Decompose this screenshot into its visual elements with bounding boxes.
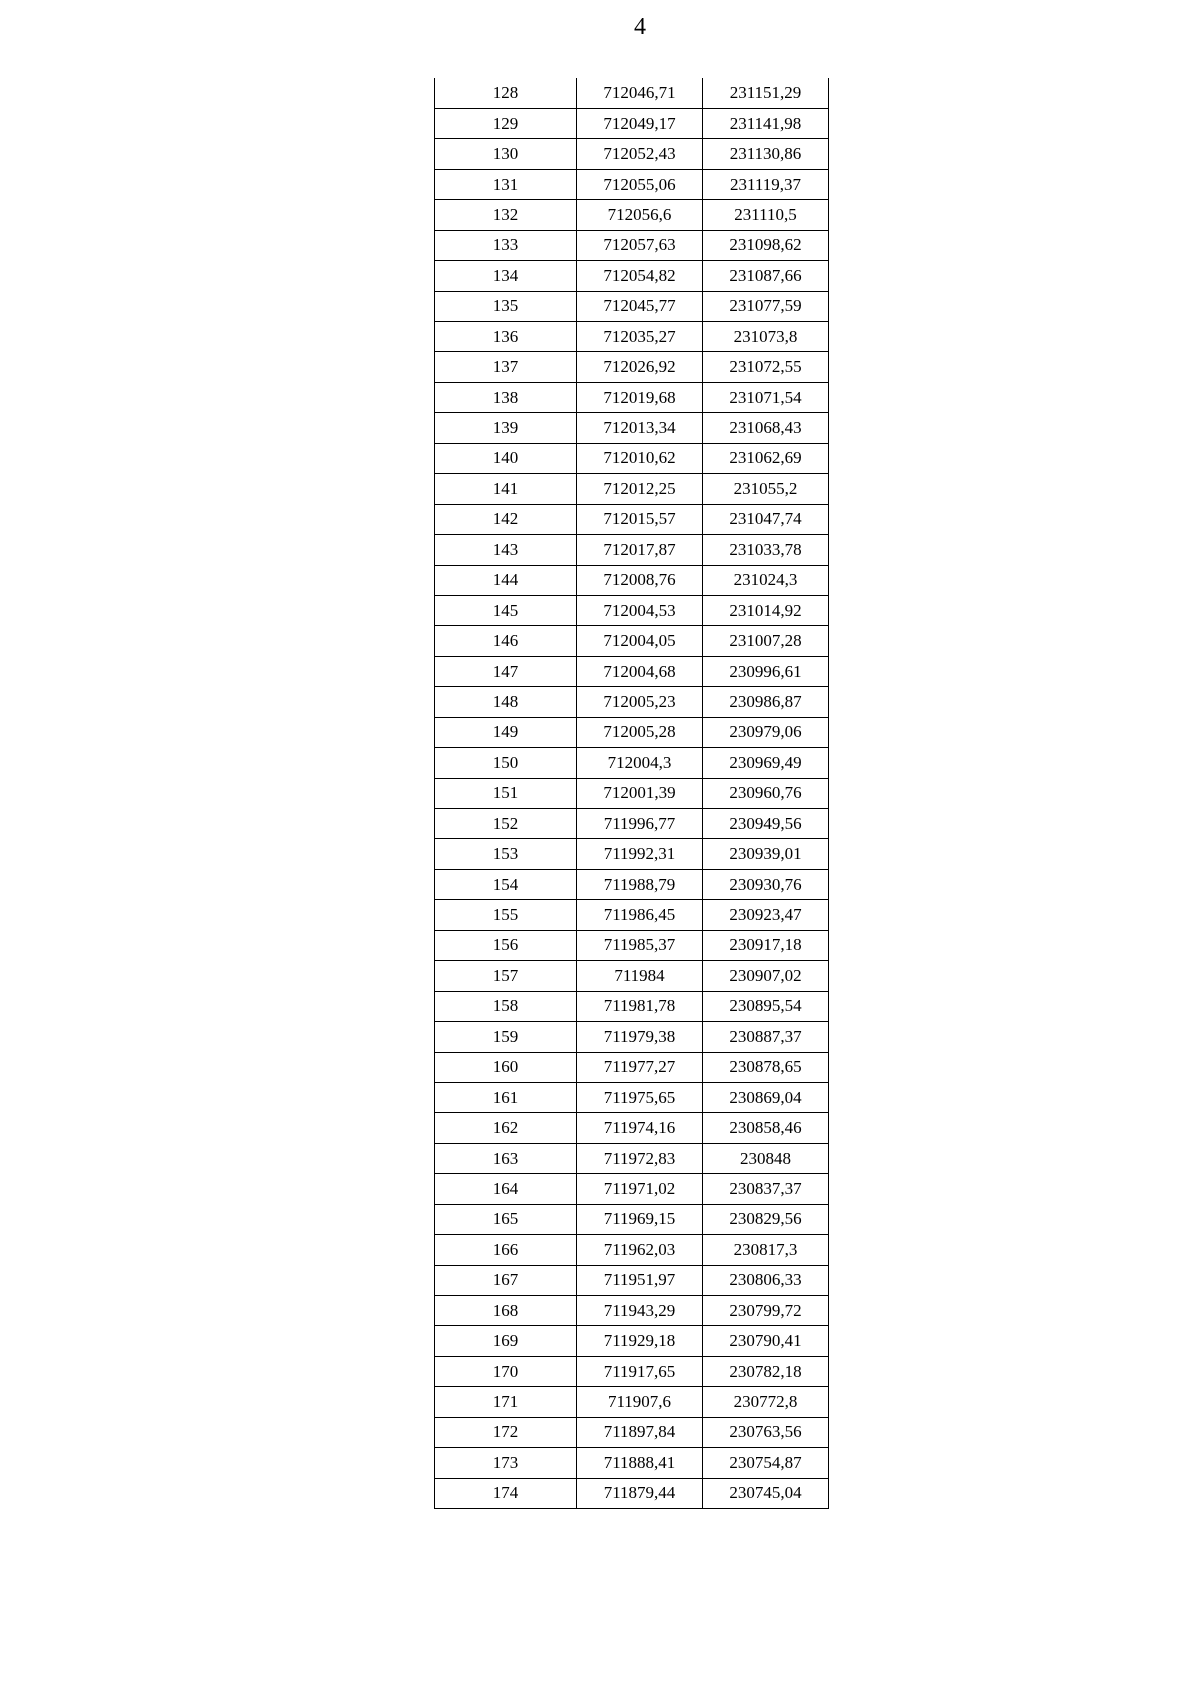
table-row [435,108,829,138]
point-number-cell: 161 [435,1082,577,1112]
point-number-cell: 144 [435,565,577,595]
table-row [435,1448,829,1478]
y-coordinate-cell: 231130,86 [703,139,829,169]
y-coordinate-cell: 230806,33 [703,1265,829,1295]
point-number-cell: 165 [435,1204,577,1234]
table-row [435,474,829,504]
coordinates-table [434,78,829,1509]
y-coordinate-cell: 230817,3 [703,1235,829,1265]
point-number-cell: 147 [435,656,577,686]
table-row [435,1143,829,1173]
x-coordinate-cell: 711984 [577,961,703,991]
table-row [435,1417,829,1447]
point-number-cell: 174 [435,1478,577,1508]
y-coordinate-cell: 231033,78 [703,535,829,565]
table-row [435,535,829,565]
y-coordinate-cell: 230923,47 [703,900,829,930]
point-number-cell: 139 [435,413,577,443]
table-row [435,322,829,352]
y-coordinate-cell: 231072,55 [703,352,829,382]
point-number-cell: 138 [435,382,577,412]
x-coordinate-cell: 712005,23 [577,687,703,717]
x-coordinate-cell: 711971,02 [577,1174,703,1204]
x-coordinate-cell: 711975,65 [577,1082,703,1112]
y-coordinate-cell: 231119,37 [703,169,829,199]
y-coordinate-cell: 230754,87 [703,1448,829,1478]
table-row [435,169,829,199]
y-coordinate-cell: 230858,46 [703,1113,829,1143]
table-row [435,1174,829,1204]
point-number-cell: 150 [435,748,577,778]
x-coordinate-cell: 712008,76 [577,565,703,595]
x-coordinate-cell: 711972,83 [577,1143,703,1173]
table-row [435,1235,829,1265]
point-number-cell: 157 [435,961,577,991]
y-coordinate-cell: 230960,76 [703,778,829,808]
table-row [435,352,829,382]
y-coordinate-cell: 230782,18 [703,1356,829,1386]
y-coordinate-cell: 230917,18 [703,930,829,960]
table-row [435,443,829,473]
y-coordinate-cell: 231077,59 [703,291,829,321]
point-number-cell: 154 [435,869,577,899]
point-number-cell: 155 [435,900,577,930]
table-row [435,991,829,1021]
x-coordinate-cell: 712019,68 [577,382,703,412]
point-number-cell: 145 [435,595,577,625]
y-coordinate-cell: 230895,54 [703,991,829,1021]
x-coordinate-cell: 711985,37 [577,930,703,960]
point-number-cell: 159 [435,1022,577,1052]
table-row [435,1022,829,1052]
table-row [435,1082,829,1112]
point-number-cell: 163 [435,1143,577,1173]
x-coordinate-cell: 712001,39 [577,778,703,808]
point-number-cell: 152 [435,809,577,839]
x-coordinate-cell: 712054,82 [577,261,703,291]
table-row [435,200,829,230]
point-number-cell: 156 [435,930,577,960]
x-coordinate-cell: 712004,68 [577,656,703,686]
table-row [435,1326,829,1356]
table-row [435,1204,829,1234]
point-number-cell: 134 [435,261,577,291]
point-number-cell: 172 [435,1417,577,1447]
y-coordinate-cell: 230878,65 [703,1052,829,1082]
table-row [435,656,829,686]
y-coordinate-cell: 230939,01 [703,839,829,869]
x-coordinate-cell: 712056,6 [577,200,703,230]
x-coordinate-cell: 712005,28 [577,717,703,747]
table-row [435,626,829,656]
y-coordinate-cell: 230745,04 [703,1478,829,1508]
x-coordinate-cell: 711996,77 [577,809,703,839]
point-number-cell: 132 [435,200,577,230]
point-number-cell: 143 [435,535,577,565]
table-row [435,1265,829,1295]
x-coordinate-cell: 711907,6 [577,1387,703,1417]
y-coordinate-cell: 231007,28 [703,626,829,656]
x-coordinate-cell: 712057,63 [577,230,703,260]
x-coordinate-cell: 711979,38 [577,1022,703,1052]
y-coordinate-cell: 230969,49 [703,748,829,778]
y-coordinate-cell: 230763,56 [703,1417,829,1447]
point-number-cell: 149 [435,717,577,747]
x-coordinate-cell: 711974,16 [577,1113,703,1143]
x-coordinate-cell: 711888,41 [577,1448,703,1478]
y-coordinate-cell: 231055,2 [703,474,829,504]
point-number-cell: 164 [435,1174,577,1204]
table-row [435,778,829,808]
table-row [435,1478,829,1508]
y-coordinate-cell: 231062,69 [703,443,829,473]
x-coordinate-cell: 712010,62 [577,443,703,473]
point-number-cell: 135 [435,291,577,321]
point-number-cell: 162 [435,1113,577,1143]
table-row [435,291,829,321]
point-number-cell: 136 [435,322,577,352]
point-number-cell: 148 [435,687,577,717]
x-coordinate-cell: 711943,29 [577,1296,703,1326]
point-number-cell: 160 [435,1052,577,1082]
table-row [435,504,829,534]
table-row [435,1113,829,1143]
x-coordinate-cell: 711977,27 [577,1052,703,1082]
point-number-cell: 130 [435,139,577,169]
table-row [435,717,829,747]
point-number-cell: 137 [435,352,577,382]
x-coordinate-cell: 712004,3 [577,748,703,778]
table-row [435,1387,829,1417]
y-coordinate-cell: 230979,06 [703,717,829,747]
point-number-cell: 167 [435,1265,577,1295]
y-coordinate-cell: 230887,37 [703,1022,829,1052]
y-coordinate-cell: 230837,37 [703,1174,829,1204]
point-number-cell: 141 [435,474,577,504]
table-row [435,839,829,869]
x-coordinate-cell: 712035,27 [577,322,703,352]
point-number-cell: 168 [435,1296,577,1326]
point-number-cell: 166 [435,1235,577,1265]
y-coordinate-cell: 230930,76 [703,869,829,899]
table-row [435,961,829,991]
x-coordinate-cell: 712004,05 [577,626,703,656]
x-coordinate-cell: 712049,17 [577,108,703,138]
y-coordinate-cell: 231151,29 [703,78,829,108]
x-coordinate-cell: 712004,53 [577,595,703,625]
y-coordinate-cell: 230799,72 [703,1296,829,1326]
x-coordinate-cell: 711917,65 [577,1356,703,1386]
page-number: 4 [634,14,646,40]
x-coordinate-cell: 711981,78 [577,991,703,1021]
y-coordinate-cell: 230772,8 [703,1387,829,1417]
point-number-cell: 129 [435,108,577,138]
table-row [435,869,829,899]
x-coordinate-cell: 711951,97 [577,1265,703,1295]
point-number-cell: 169 [435,1326,577,1356]
x-coordinate-cell: 712055,06 [577,169,703,199]
y-coordinate-cell: 230996,61 [703,656,829,686]
point-number-cell: 133 [435,230,577,260]
y-coordinate-cell: 230790,41 [703,1326,829,1356]
table-row [435,382,829,412]
y-coordinate-cell: 231073,8 [703,322,829,352]
y-coordinate-cell: 231068,43 [703,413,829,443]
y-coordinate-cell: 231071,54 [703,382,829,412]
y-coordinate-cell: 231014,92 [703,595,829,625]
y-coordinate-cell: 230986,87 [703,687,829,717]
y-coordinate-cell: 231047,74 [703,504,829,534]
y-coordinate-cell: 231110,5 [703,200,829,230]
x-coordinate-cell: 711929,18 [577,1326,703,1356]
x-coordinate-cell: 711897,84 [577,1417,703,1447]
x-coordinate-cell: 712012,25 [577,474,703,504]
point-number-cell: 131 [435,169,577,199]
x-coordinate-cell: 712045,77 [577,291,703,321]
x-coordinate-cell: 712015,57 [577,504,703,534]
table-row [435,748,829,778]
table-row [435,1356,829,1386]
y-coordinate-cell: 230869,04 [703,1082,829,1112]
table-row [435,230,829,260]
table-row [435,595,829,625]
point-number-cell: 151 [435,778,577,808]
table-row [435,565,829,595]
point-number-cell: 140 [435,443,577,473]
x-coordinate-cell: 712052,43 [577,139,703,169]
x-coordinate-cell: 712046,71 [577,78,703,108]
table-row [435,1296,829,1326]
table-row [435,78,829,108]
x-coordinate-cell: 711992,31 [577,839,703,869]
point-number-cell: 142 [435,504,577,534]
point-number-cell: 158 [435,991,577,1021]
y-coordinate-cell: 231141,98 [703,108,829,138]
y-coordinate-cell: 230907,02 [703,961,829,991]
table-row [435,809,829,839]
point-number-cell: 146 [435,626,577,656]
x-coordinate-cell: 712026,92 [577,352,703,382]
y-coordinate-cell: 231098,62 [703,230,829,260]
table-row [435,687,829,717]
table-row [435,900,829,930]
table-row [435,139,829,169]
point-number-cell: 171 [435,1387,577,1417]
table-row [435,413,829,443]
x-coordinate-cell: 711988,79 [577,869,703,899]
point-number-cell: 173 [435,1448,577,1478]
point-number-cell: 170 [435,1356,577,1386]
table-row [435,1052,829,1082]
x-coordinate-cell: 712013,34 [577,413,703,443]
point-number-cell: 128 [435,78,577,108]
y-coordinate-cell: 231087,66 [703,261,829,291]
y-coordinate-cell: 231024,3 [703,565,829,595]
coordinates-table-body [435,78,829,1509]
table-row [435,930,829,960]
point-number-cell: 153 [435,839,577,869]
x-coordinate-cell: 711986,45 [577,900,703,930]
x-coordinate-cell: 711969,15 [577,1204,703,1234]
y-coordinate-cell: 230949,56 [703,809,829,839]
table-row [435,261,829,291]
x-coordinate-cell: 712017,87 [577,535,703,565]
y-coordinate-cell: 230848 [703,1143,829,1173]
x-coordinate-cell: 711879,44 [577,1478,703,1508]
x-coordinate-cell: 711962,03 [577,1235,703,1265]
y-coordinate-cell: 230829,56 [703,1204,829,1234]
